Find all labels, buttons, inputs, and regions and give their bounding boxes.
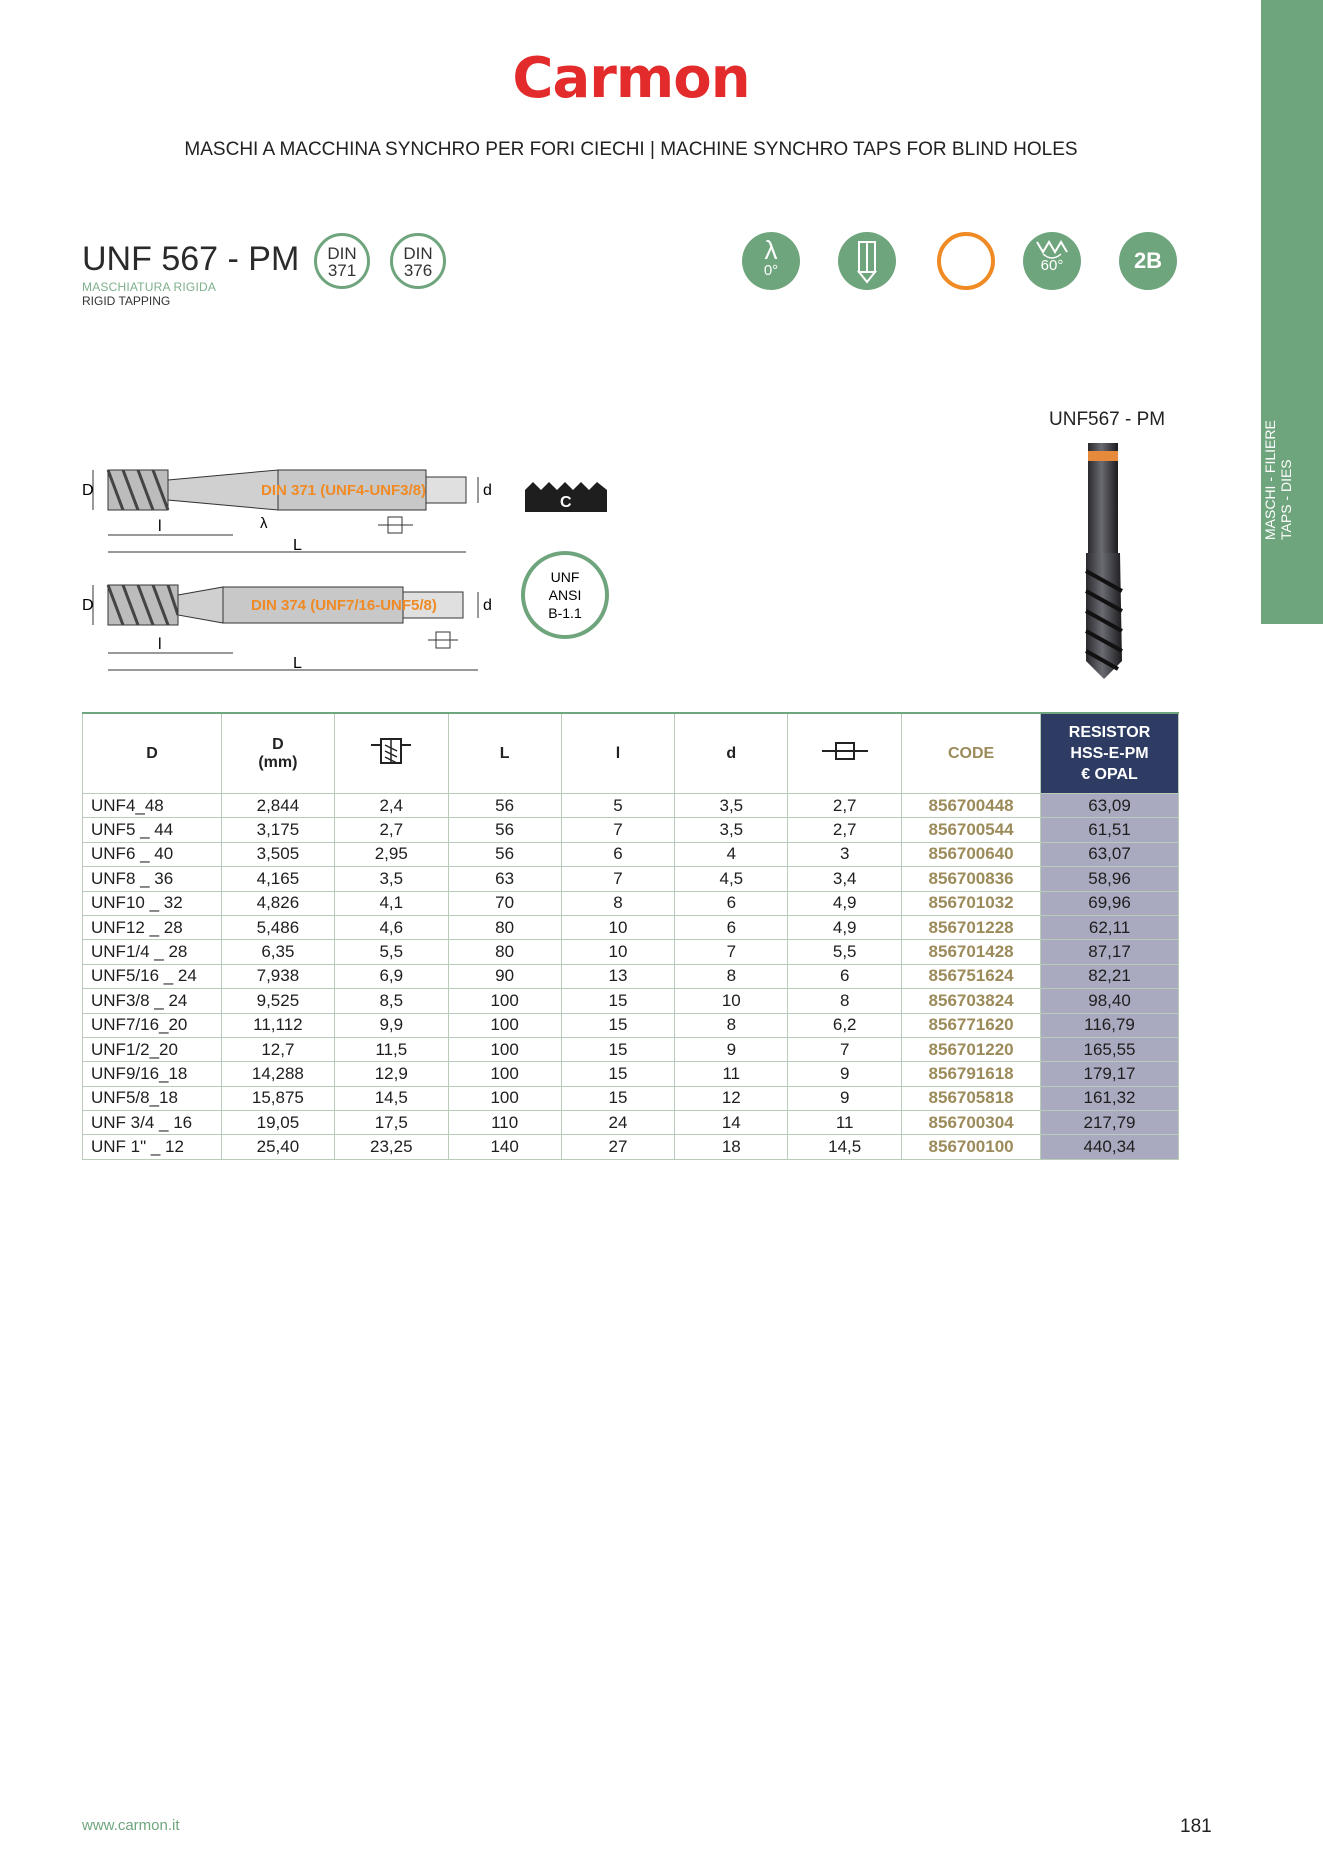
dim-d-lower: d <box>483 597 492 614</box>
table-header-row <box>83 713 1179 794</box>
cell-square: 14,5 <box>788 1135 902 1159</box>
cell-l: 15 <box>561 1062 675 1086</box>
cell-drill: 23,25 <box>334 1135 448 1159</box>
cell-l: 15 <box>561 989 675 1013</box>
cell-drill: 2,4 <box>334 794 448 818</box>
cell-d: 4,5 <box>675 867 788 891</box>
side-tab-line-1: MASCHI - FILIERE <box>1262 420 1278 540</box>
table-row <box>83 818 1179 842</box>
cell-d-mm: 19,05 <box>221 1111 334 1135</box>
cell-L: 56 <box>448 818 561 842</box>
cell-l: 7 <box>561 818 675 842</box>
cell-size: UNF4_48 <box>83 794 222 818</box>
cell-price: 116,79 <box>1041 1013 1179 1037</box>
drill-diameter-icon <box>334 713 448 794</box>
cell-code: 856701032 <box>902 891 1041 915</box>
cell-drill: 17,5 <box>334 1111 448 1135</box>
footer-url[interactable]: www.carmon.it <box>82 1817 180 1834</box>
cell-code: 856701220 <box>902 1037 1041 1061</box>
din-badge-bottom: 376 <box>403 261 433 280</box>
cell-size: UNF 3/4 _ 16 <box>83 1111 222 1135</box>
cell-l: 15 <box>561 1013 675 1037</box>
cell-l: 15 <box>561 1037 675 1061</box>
chamfer-form-label: C <box>560 494 572 511</box>
product-image-label: UNF567 - PM <box>1049 409 1166 430</box>
cell-drill: 12,9 <box>334 1062 448 1086</box>
din-376-badge <box>390 233 446 289</box>
table-row <box>83 964 1179 988</box>
cell-code: 856771620 <box>902 1013 1041 1037</box>
cell-l: 15 <box>561 1086 675 1110</box>
table-row <box>83 1037 1179 1061</box>
dim-D-lower: D <box>82 597 94 614</box>
table-row <box>83 989 1179 1013</box>
header-d-mm <box>221 713 334 794</box>
cell-L: 80 <box>448 915 561 939</box>
cell-square: 6 <box>788 964 902 988</box>
cell-l: 10 <box>561 915 675 939</box>
cell-code: 856701428 <box>902 940 1041 964</box>
cell-size: UNF1/2_20 <box>83 1037 222 1061</box>
header-price-line-3: € OPAL <box>1081 766 1138 783</box>
cell-l: 7 <box>561 867 675 891</box>
dim-l-upper: l <box>158 518 162 535</box>
cell-code: 856705818 <box>902 1086 1041 1110</box>
cell-square: 9 <box>788 1086 902 1110</box>
header-d: d <box>675 713 788 794</box>
cell-d-mm: 6,35 <box>221 940 334 964</box>
spec-table <box>82 712 1179 1160</box>
table-row <box>83 1135 1179 1159</box>
dim-d-upper: d <box>483 482 492 499</box>
header-l: l <box>561 713 675 794</box>
dim-D-upper: D <box>82 482 94 499</box>
side-tab-label <box>1262 420 1294 540</box>
cell-square: 4,9 <box>788 915 902 939</box>
lambda-symbol: λ <box>764 235 778 265</box>
header-L: L <box>448 713 561 794</box>
cell-d-mm: 25,40 <box>221 1135 334 1159</box>
cell-size: UNF10 _ 32 <box>83 891 222 915</box>
cell-d-mm: 9,525 <box>221 989 334 1013</box>
cell-code: 856700544 <box>902 818 1041 842</box>
cell-d-mm: 15,875 <box>221 1086 334 1110</box>
cell-square: 3 <box>788 842 902 866</box>
cell-d: 3,5 <box>675 794 788 818</box>
page-number: 181 <box>1180 1816 1212 1837</box>
product-subtitle-it: MASCHIATURA RIGIDA <box>82 280 217 294</box>
cell-price: 62,11 <box>1041 915 1179 939</box>
cell-L: 56 <box>448 842 561 866</box>
cell-code: 856703824 <box>902 989 1041 1013</box>
table-body <box>83 794 1179 1160</box>
cell-size: UNF3/8 _ 24 <box>83 989 222 1013</box>
cell-size: UNF1/4 _ 28 <box>83 940 222 964</box>
standard-badge-line-2: ANSI <box>548 587 582 603</box>
header-price-line-2: HSS-E-PM <box>1070 745 1149 762</box>
din-badge-bottom: 371 <box>327 261 357 280</box>
cell-l: 10 <box>561 940 675 964</box>
cell-code: 856700448 <box>902 794 1041 818</box>
cell-size: UNF5 _ 44 <box>83 818 222 842</box>
lambda-value: 0° <box>763 262 779 279</box>
cell-square: 5,5 <box>788 940 902 964</box>
dim-L-upper: L <box>293 537 302 554</box>
square-shank-icon <box>788 713 902 794</box>
cell-d-mm: 4,826 <box>221 891 334 915</box>
cell-l: 5 <box>561 794 675 818</box>
dim-lambda: λ <box>260 515 268 532</box>
cell-square: 9 <box>788 1062 902 1086</box>
cell-drill: 6,9 <box>334 964 448 988</box>
cell-price: 165,55 <box>1041 1037 1179 1061</box>
cell-l: 8 <box>561 891 675 915</box>
cell-d: 12 <box>675 1086 788 1110</box>
cell-d-mm: 7,938 <box>221 964 334 988</box>
table-row <box>83 867 1179 891</box>
tap-in-hole-icon <box>838 232 896 290</box>
din-371-badge <box>314 233 370 289</box>
cell-size: UNF12 _ 28 <box>83 915 222 939</box>
cell-L: 63 <box>448 867 561 891</box>
cell-drill: 2,7 <box>334 818 448 842</box>
cell-square: 2,7 <box>788 794 902 818</box>
cell-d: 18 <box>675 1135 788 1159</box>
cell-L: 70 <box>448 891 561 915</box>
table-row <box>83 891 1179 915</box>
lower-tap-label: DIN 374 (UNF7/16-UNF5/8) <box>251 597 437 614</box>
helix-angle-icon <box>742 232 800 290</box>
cell-code: 856751624 <box>902 964 1041 988</box>
cell-l: 27 <box>561 1135 675 1159</box>
cell-l: 6 <box>561 842 675 866</box>
table-row <box>83 940 1179 964</box>
header-price-line-1: RESISTOR <box>1068 724 1151 741</box>
cell-d: 8 <box>675 1013 788 1037</box>
cell-L: 100 <box>448 1086 561 1110</box>
cell-drill: 8,5 <box>334 989 448 1013</box>
din-badge-top: DIN <box>403 244 433 263</box>
cell-d-mm: 4,165 <box>221 867 334 891</box>
standard-badge-line-1: UNF <box>550 569 580 585</box>
side-tab-line-2: TAPS - DIES <box>1278 459 1294 540</box>
cell-drill: 5,5 <box>334 940 448 964</box>
cell-L: 100 <box>448 989 561 1013</box>
cell-size: UNF5/16 _ 24 <box>83 964 222 988</box>
cell-d: 3,5 <box>675 818 788 842</box>
cell-d: 7 <box>675 940 788 964</box>
cell-square: 8 <box>788 989 902 1013</box>
table-row <box>83 842 1179 866</box>
cell-square: 2,7 <box>788 818 902 842</box>
product-subtitle-en: RIGID TAPPING <box>82 294 171 308</box>
dim-l-lower: l <box>158 636 162 653</box>
cell-d: 9 <box>675 1037 788 1061</box>
cell-d: 6 <box>675 915 788 939</box>
cell-d: 14 <box>675 1111 788 1135</box>
cell-price: 82,21 <box>1041 964 1179 988</box>
din-badge-top: DIN <box>327 244 357 263</box>
product-title: UNF 567 - PM <box>82 240 300 278</box>
table-row <box>83 1111 1179 1135</box>
cell-L: 110 <box>448 1111 561 1135</box>
cell-square: 7 <box>788 1037 902 1061</box>
cell-drill: 14,5 <box>334 1086 448 1110</box>
cell-d: 10 <box>675 989 788 1013</box>
cell-L: 56 <box>448 794 561 818</box>
cell-code: 856700304 <box>902 1111 1041 1135</box>
cell-l: 13 <box>561 964 675 988</box>
cell-square: 3,4 <box>788 867 902 891</box>
cell-d: 11 <box>675 1062 788 1086</box>
page-subtitle: MASCHI A MACCHINA SYNCHRO PER FORI CIECHI | MACHINE SYNCHRO TAPS FOR BLIND HOLES <box>184 139 1078 160</box>
cell-code: 856700836 <box>902 867 1041 891</box>
cell-price: 217,79 <box>1041 1111 1179 1135</box>
cell-price: 179,17 <box>1041 1062 1179 1086</box>
table-row <box>83 794 1179 818</box>
cell-size: UNF5/8_18 <box>83 1086 222 1110</box>
cell-drill: 11,5 <box>334 1037 448 1061</box>
cell-d-mm: 11,112 <box>221 1013 334 1037</box>
cell-size: UNF7/16_20 <box>83 1013 222 1037</box>
cell-drill: 4,1 <box>334 891 448 915</box>
cell-code: 856700100 <box>902 1135 1041 1159</box>
cell-price: 61,51 <box>1041 818 1179 842</box>
angle-value: 60° <box>1040 257 1064 274</box>
header-d-mm-line-1: D <box>272 735 284 753</box>
cell-square: 4,9 <box>788 891 902 915</box>
table-row <box>83 1013 1179 1037</box>
cell-drill: 3,5 <box>334 867 448 891</box>
cell-square: 6,2 <box>788 1013 902 1037</box>
cell-size: UNF 1" _ 12 <box>83 1135 222 1159</box>
table-row <box>83 915 1179 939</box>
header-d-nominal: D <box>83 713 222 794</box>
cell-d: 6 <box>675 891 788 915</box>
header-code: CODE <box>902 713 1041 794</box>
brand-logo: Carmon <box>512 46 750 111</box>
cell-price: 98,40 <box>1041 989 1179 1013</box>
cell-L: 140 <box>448 1135 561 1159</box>
cell-drill: 2,95 <box>334 842 448 866</box>
cell-d-mm: 12,7 <box>221 1037 334 1061</box>
cell-size: UNF6 _ 40 <box>83 842 222 866</box>
cell-price: 58,96 <box>1041 867 1179 891</box>
tolerance-class-icon: 2B <box>1119 232 1177 290</box>
cell-L: 80 <box>448 940 561 964</box>
cell-price: 161,32 <box>1041 1086 1179 1110</box>
cell-d-mm: 14,288 <box>221 1062 334 1086</box>
cell-square: 11 <box>788 1111 902 1135</box>
header-d-mm-line-2: (mm) <box>258 753 298 771</box>
cell-code: 856701228 <box>902 915 1041 939</box>
cell-d-mm: 3,175 <box>221 818 334 842</box>
cell-price: 69,96 <box>1041 891 1179 915</box>
upper-tap-label: DIN 371 (UNF4-UNF3/8) <box>261 482 427 499</box>
cell-d: 4 <box>675 842 788 866</box>
cell-L: 100 <box>448 1037 561 1061</box>
cell-L: 90 <box>448 964 561 988</box>
cell-code: 856700640 <box>902 842 1041 866</box>
cell-price: 63,09 <box>1041 794 1179 818</box>
tap-product-image <box>1078 441 1138 681</box>
thread-angle-icon <box>1023 232 1081 290</box>
orange-ring-icon <box>937 232 995 290</box>
cell-l: 24 <box>561 1111 675 1135</box>
header-price <box>1041 713 1179 794</box>
cell-price: 63,07 <box>1041 842 1179 866</box>
cell-size: UNF8 _ 36 <box>83 867 222 891</box>
cell-drill: 9,9 <box>334 1013 448 1037</box>
cell-code: 856791618 <box>902 1062 1041 1086</box>
cell-L: 100 <box>448 1013 561 1037</box>
cell-d-mm: 5,486 <box>221 915 334 939</box>
cell-drill: 4,6 <box>334 915 448 939</box>
table-row <box>83 1062 1179 1086</box>
tap-technical-drawing <box>78 455 618 695</box>
table-row <box>83 1086 1179 1110</box>
cell-L: 100 <box>448 1062 561 1086</box>
standard-badge-line-3: B-1.1 <box>548 605 582 621</box>
cell-d: 8 <box>675 964 788 988</box>
cell-price: 87,17 <box>1041 940 1179 964</box>
cell-size: UNF9/16_18 <box>83 1062 222 1086</box>
cell-d-mm: 2,844 <box>221 794 334 818</box>
cell-price: 440,34 <box>1041 1135 1179 1159</box>
cell-d-mm: 3,505 <box>221 842 334 866</box>
dim-L-lower: L <box>293 655 302 672</box>
